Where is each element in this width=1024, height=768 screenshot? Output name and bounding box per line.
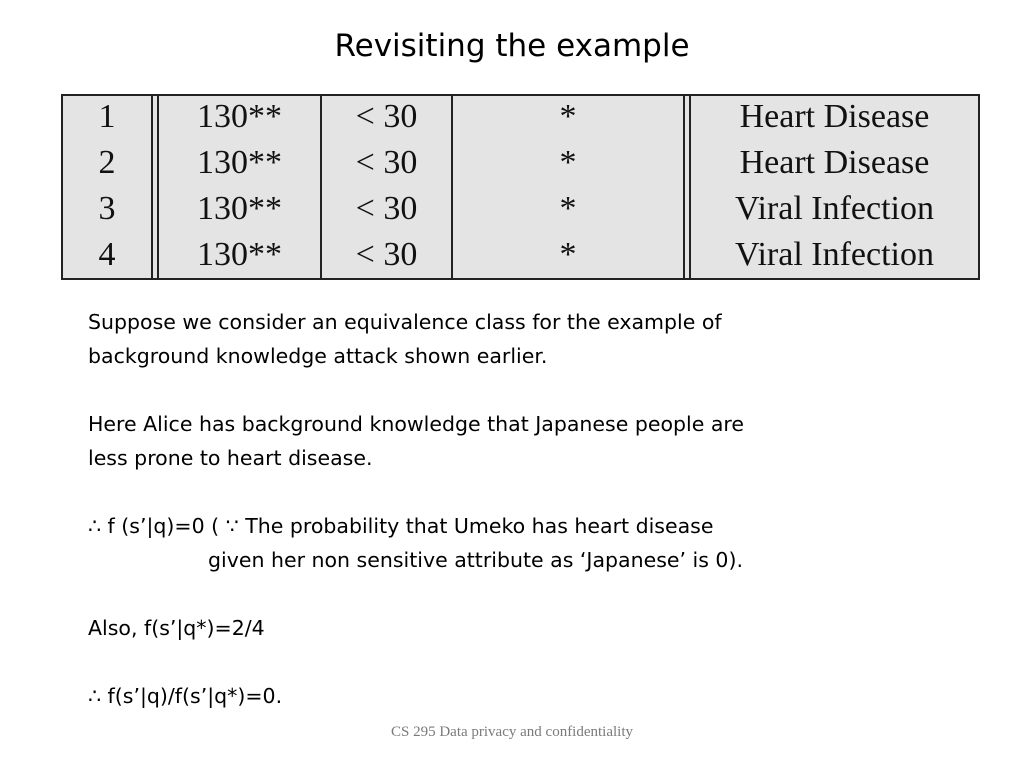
- body-text-line: ∴ f (s’|q)=0 ( ∵ The probability that Umeko has heart disease: [88, 514, 714, 538]
- zip-code-cell: 130**: [197, 144, 282, 181]
- age-cell: < 30: [355, 98, 418, 135]
- body-text-line: Here Alice has background knowledge that Japanese people are: [88, 412, 744, 436]
- condition-cell: Heart Disease: [739, 144, 930, 181]
- row-number-cell: 4: [98, 236, 116, 273]
- row-number-cell: 2: [98, 144, 116, 181]
- equivalence-class-table: [61, 94, 980, 280]
- row-number-cell: 3: [98, 190, 116, 227]
- age-cell: < 30: [355, 190, 418, 227]
- zip-code-cell: 130**: [197, 236, 282, 273]
- nationality-cell: *: [559, 98, 577, 135]
- age-cell: < 30: [355, 144, 418, 181]
- slide-body: [88, 305, 948, 713]
- body-text-line: background knowledge attack shown earlier.: [88, 344, 548, 368]
- row-number-cell: 1: [98, 98, 116, 135]
- zip-code-cell: 130**: [197, 190, 282, 227]
- slide-title: Revisiting the example: [334, 28, 690, 64]
- body-text-line: given her non sensitive attribute as ‘Japanese’ is 0).: [208, 548, 743, 572]
- nationality-cell: *: [559, 144, 577, 181]
- age-cell: < 30: [355, 236, 418, 273]
- nationality-cell: *: [559, 236, 577, 273]
- condition-cell: Viral Infection: [734, 236, 935, 273]
- condition-cell: Viral Infection: [734, 190, 935, 227]
- zip-code-cell: 130**: [197, 98, 282, 135]
- body-text-line: ∴ f(s’|q)/f(s’|q*)=0.: [88, 684, 283, 708]
- nationality-cell: *: [559, 190, 577, 227]
- condition-cell: Heart Disease: [739, 98, 930, 135]
- slide-footer: CS 295 Data privacy and confidentiality: [390, 724, 634, 740]
- body-text-line: less prone to heart disease.: [88, 446, 373, 470]
- body-text-line: Also, f(s’|q*)=2/4: [88, 616, 265, 640]
- column-divider: [151, 96, 153, 278]
- column-divider: [683, 96, 685, 278]
- body-text-line: Suppose we consider an equivalence class for the example of: [88, 310, 722, 334]
